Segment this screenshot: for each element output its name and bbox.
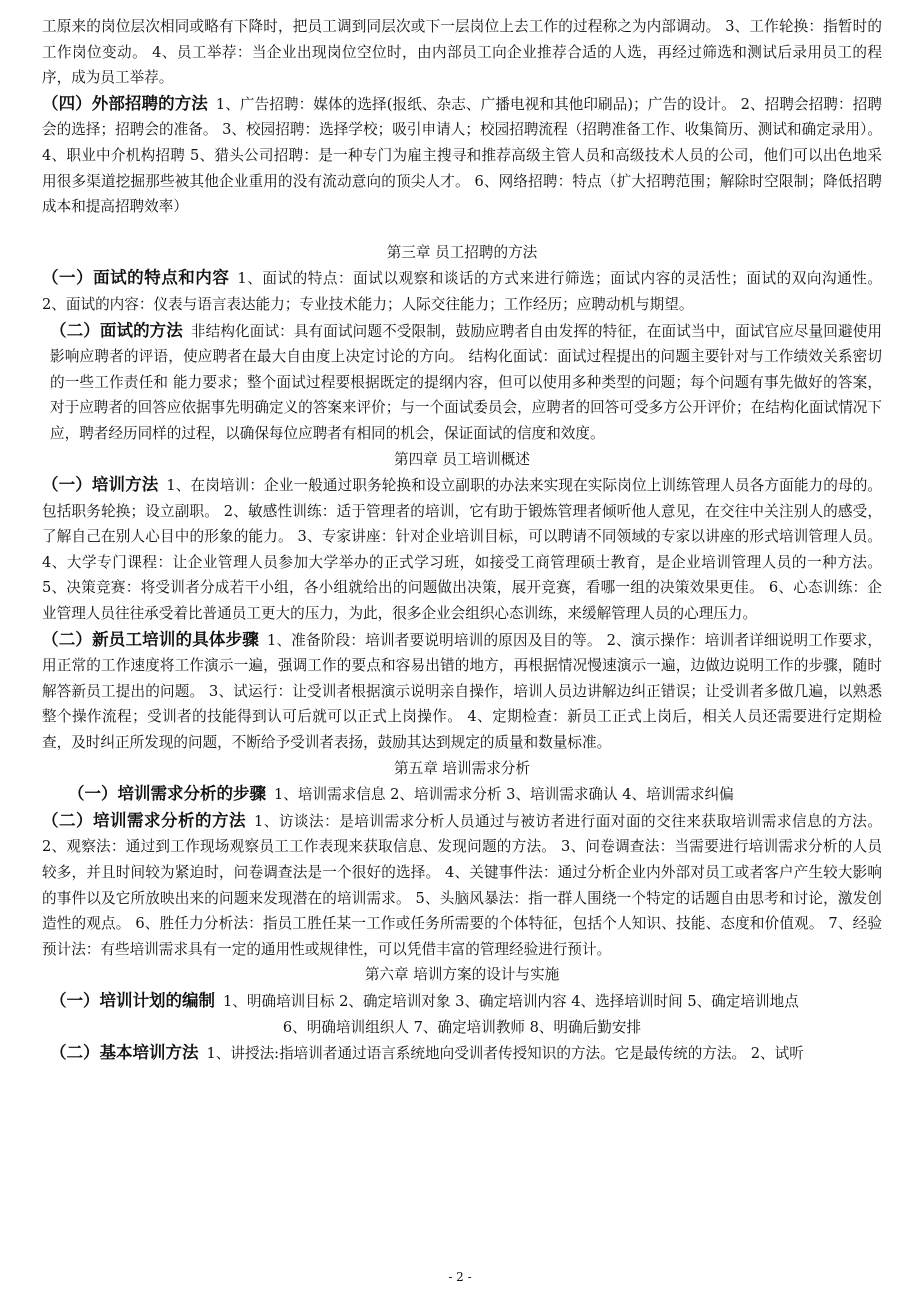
- text-interview-methods: 非结构化面试：具有面试问题不受限制，鼓励应聘者自由发挥的特征，在面试当中，面试官应尽量回避使用影响应聘者的评语，使应聘者在最大自由度上决定讨论的方向。 结构化面试：面试过程提出的问题主要针对与工作绩效关系密切的一些工作责任和 能力要求；整个面试过程要根据既定的提纲内容，但可以使用多种类型的问题；每个问题有事先做好的答案，对于应聘者的回答应依据事先明确定义的答案来评价；与一个面试委员会，应聘者的回答可受多方公开评价；在结构化面试情况下应，聘者经历同样的过程，以确保每位应聘者有相同的机会，保证面试的信度和效度。: [50, 322, 882, 442]
- paragraph-new-employee-training: [42, 627, 882, 756]
- paragraph-external-recruitment: [42, 91, 882, 220]
- paragraph-internal-recruitment-tail: 工原来的岗位层次相同或略有下降时，把员工调到同层次或下一层岗位上去工作的过程称之为内部调动。 3、工作轮换：指暂时的工作岗位变动。 4、员工举荐：当企业出现岗位空位时，由内部员工向企业推荐合适的人选，再经过筛选和测试后录用员工的程序，成为员工举荐。: [42, 18, 882, 87]
- text-needs-analysis-methods: 1、访谈法：是培训需求分析人员通过与被访者进行面对面的交往来获取培训需求信息的方法。 2、观察法：通过到工作现场观察员工工作表现来获取信息、发现问题的方法。 3、问卷调查法：当需要进行培训需求分析的人员较多，并且时间较为紧迫时，问卷调查法是一个很好的选择。 4、关键事件法：通过分析企业内外部对员工或者客户产生较大影响的事件以及它所放映出来的问题来发现潜在的培训需求。 5、头脑风暴法：指一群人围绕一个特定的话题自由思考和讨论，激发创造性的观点。 6、胜任力分析法：指员工胜任某一工作或任务所需要的个体特征，包括个人知识、技能、态度和价值观。 7、经验预计法：有些培训需求具有一定的通用性或规律性，可以凭借丰富的管理经验进行预计。: [42, 812, 882, 958]
- text-basic-training-methods: 1、讲授法:指培训者通过语言系统地向受训者传授知识的方法。它是最传统的方法。 2、试听: [206, 1045, 804, 1063]
- page-number: - 2 -: [448, 1270, 472, 1284]
- heading-external-recruitment: （四）外部招聘的方法: [42, 93, 208, 113]
- paragraph-interview-features: [42, 265, 882, 317]
- paragraph-training-methods: [42, 472, 882, 627]
- chapter-6-title: 第六章 培训方案的设计与实施: [364, 966, 560, 984]
- paragraph-interview-methods: [42, 318, 882, 447]
- paragraph-training-plan: [42, 988, 882, 1015]
- chapter-5-title: 第五章 培训需求分析: [394, 759, 530, 777]
- heading-needs-analysis-methods: （二）培训需求分析的方法: [42, 810, 246, 830]
- heading-new-employee-training: （二）新员工培训的具体步骤: [42, 629, 259, 649]
- text-training-plan: 1、明确培训目标 2、确定培训对象 3、确定培训内容 4、选择培训时间 5、确定培训地点: [223, 992, 799, 1010]
- heading-training-plan: （一）培训计划的编制: [50, 990, 215, 1010]
- paragraph-training-plan-cont: 6、明确培训组织人 7、确定培训教师 8、明确后勤安排: [282, 1018, 642, 1036]
- paragraph-needs-analysis-steps: [42, 781, 882, 808]
- chapter-4-title: 第四章 员工培训概述: [394, 450, 530, 468]
- chapter-3-title: 第三章 员工招聘的方法: [386, 243, 538, 261]
- heading-training-methods: （一）培训方法: [42, 475, 159, 495]
- heading-needs-analysis-steps: （一）培训需求分析的步骤: [68, 784, 266, 804]
- heading-interview-methods: （二）面试的方法: [50, 320, 183, 340]
- paragraph-needs-analysis-methods: [42, 808, 882, 963]
- text-training-methods: 1、在岗培训：企业一般通过职务轮换和设立副职的办法来实现在实际岗位上训练管理人员各方面能力的母的。包括职务轮换；设立副职。 2、敏感性训练：适于管理者的培训，它有助于锻炼管理者倾听他人意见，在交往中关注别人的感受，了解自己在别人心目中的形象的能力。 3、专家讲座：针对企业培训目标，可以聘请不同领域的专家以讲座的形式培训管理人员。 4、大学专门课程：让企业管理人员参加大学举办的正式学习班，如接受工商管理硕士教育，是企业培训管理人员的一种方法。 5、决策竞赛：将受训者分成若干小组，各小组就给出的问题做出决策，展开竞赛，看哪一组的决策效果更佳。 6、心态训练：企业管理人员往往承受着比普通员工更大的压力，为此，很多企业会组织心态训练，来缓解管理人员的心理压力。: [42, 477, 882, 623]
- text-external-recruitment: 1、广告招聘：媒体的选择(报纸、杂志、广播电视和其他印刷品)；广告的设计。 2、招聘会招聘：招聘会的选择；招聘会的准备。 3、校园招聘：选择学校；吸引申请人；校园招聘流程（招聘准备工作、收集简历、测试和确定录用）。 4、职业中介机构招聘 5、猎头公司招聘：是一种专门为雇主搜寻和推荐高级主管人员和高级技术人员的公司，他们可以出色地采用很多渠道挖掘那些被其他企业重用的没有流动意向的顶尖人才。 6、网络招聘：特点（扩大招聘范围；解除时空限制；降低招聘成本和提高招聘效率）: [42, 95, 882, 216]
- heading-basic-training-methods: （二）基本培训方法: [50, 1043, 199, 1063]
- heading-interview-features: （一）面试的特点和内容: [42, 268, 230, 288]
- text-new-employee-training: 1、准备阶段：培训者要说明培训的原因及目的等。 2、演示操作：培训者详细说明工作要求，用正常的工作速度将工作演示一遍，强调工作的要点和容易出错的地方，再根据情况慢速演示一遍，边做边说明工作的步骤，随时解答新员工提出的问题。 3、试运行：让受训者根据演示说明亲自操作，培训人员边讲解边纠正错误；让受训者多做几遍，以熟悉整个操作流程；受训者的技能得到认可后就可以正式上岗操作。 4、定期检查：新员工正式上岗后，相关人员还需要进行定期检查，及时纠正所发现的问题，不断给予受训者表扬，鼓励其达到规定的质量和数量标准。: [42, 631, 883, 752]
- text-interview-features: 1、面试的特点：面试以观察和谈话的方式来进行筛选；面试内容的灵活性；面试的双向沟通性。 2、面试的内容：仪表与语言表达能力；专业技术能力；人际交往能力；工作经历；应聘动机与期望。: [42, 270, 883, 313]
- paragraph-basic-training-methods: [42, 1040, 882, 1067]
- text-needs-analysis-steps: 1、培训需求信息 2、培训需求分析 3、培训需求确认 4、培训需求纠偏: [274, 786, 734, 804]
